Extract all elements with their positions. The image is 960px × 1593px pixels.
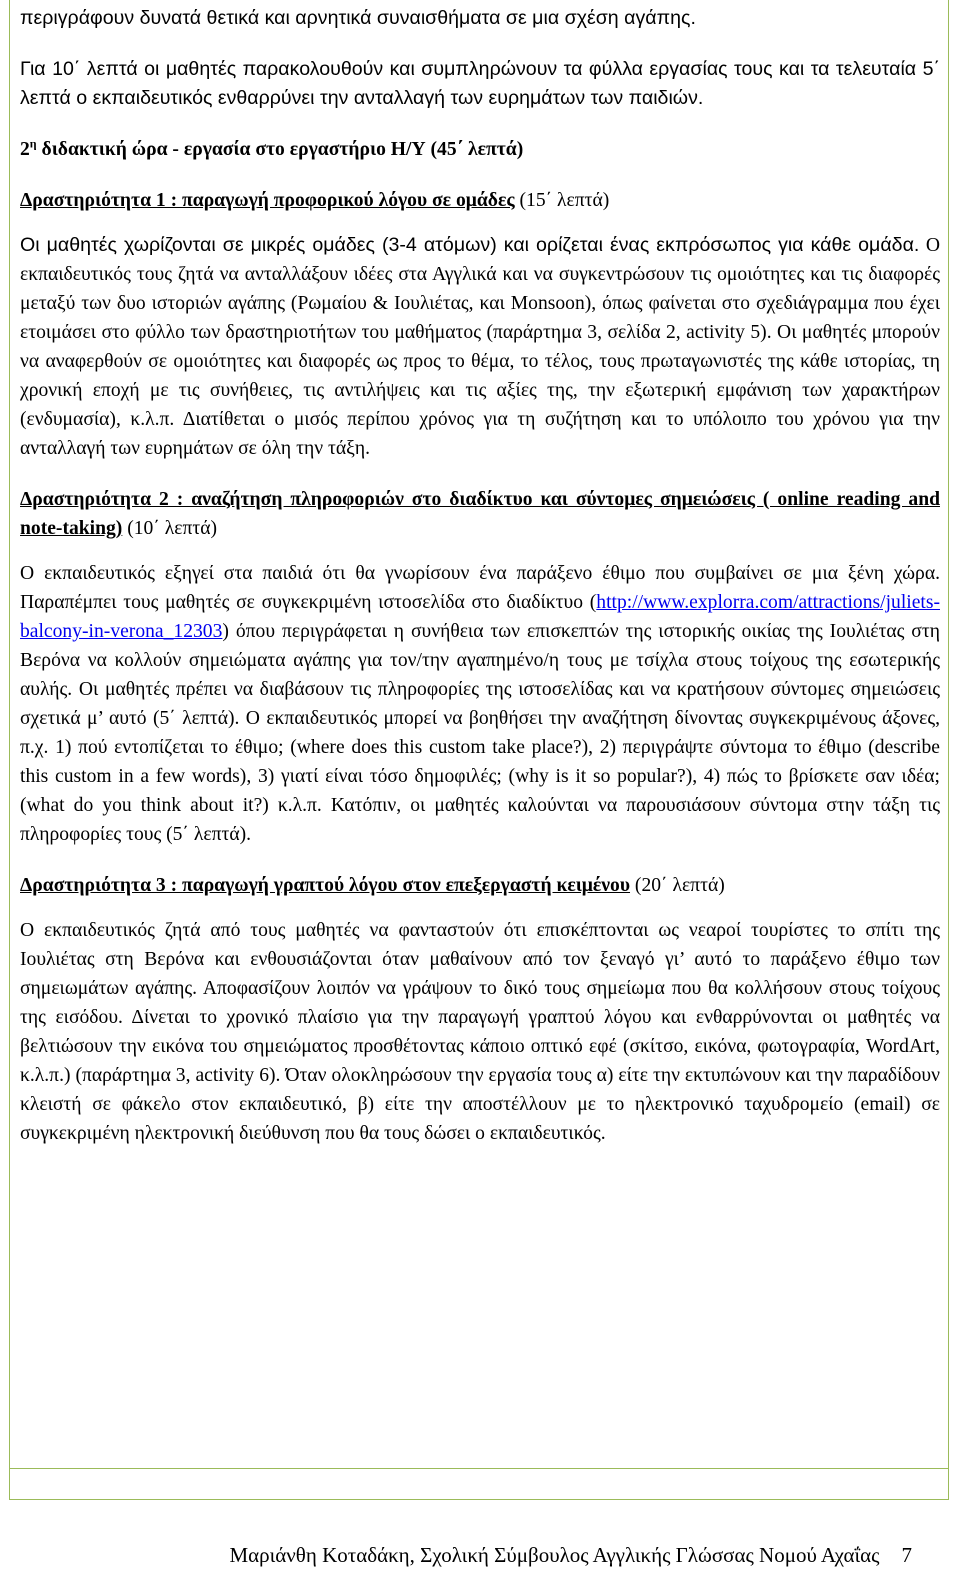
page-number: 7	[901, 1543, 912, 1567]
activity2-title: Δραστηριότητα 2 : αναζήτηση πληροφοριών στο διαδίκτυο και σύντομες σημειώσεις ( online reading and note-taking)	[20, 489, 940, 539]
document-body	[20, 4, 940, 1148]
activity2-body-pre: Ο εκπαιδευτικός εξηγεί στα παιδιά ότι θα γνωρίσουν ένα παράξενο έθιμο που συμβαίνει σε μια ξένη χώρα. Παραπέμπει τους μαθητές σε συγκεκριμένη ιστοσελίδα στο διαδίκτυο (	[20, 563, 940, 613]
activity2-heading	[20, 485, 940, 543]
explorra-link[interactable]: http://www.explorra.com/attractions/juliets-balcony-in-verona_12303	[20, 592, 940, 642]
activity1-title: Δραστηριότητα 1 : παραγωγή προφορικού λόγου σε ομάδες	[20, 190, 515, 211]
lesson-number: 2	[20, 139, 30, 160]
activity1-duration: (15΄ λεπτά)	[514, 190, 610, 211]
ordinal-superscript: η	[29, 136, 37, 151]
activity3-heading	[20, 871, 940, 900]
footer-author: Μαριάνθη Κοταδάκη, Σχολική Σύμβουλος Αγγλικής Γλώσσας Νομού Αχαΐας	[229, 1543, 880, 1567]
activity1-body-rest: Ο εκπαιδευτικός τους ζητά να ανταλλάξουν ιδέες στα Αγγλικά και να συγκεντρώσουν τις ομοιότητες και τις διαφορές μεταξύ των δυο ιστοριών αγάπης (Ρωμαίου & Ιουλιέτας, και Monsoon), όπως φαίνεται στο σχεδιάγραμμα που έχει ετοιμάσει στο φύλλο των δραστηριοτήτων του μαθήματος (παράρτημα 3, σελίδα 2, activity 5). Οι μαθητές μπορούν να αναφερθούν σε ομοιότητες και διαφορές ως προς το θέμα, το τέλος, τους πρωταγωνιστές της κάθε ιστορίας, τη χρονική εποχή με τις συνήθειες, τις αντιλήψεις και τις αξίες της, την εξωτερική εμφάνιση των χαρακτήρων (ενδυμασία), κ.λ.π. Διατίθεται ο μισός περίπου χρόνος για τη συζήτηση και το υπόλοιπο του χρόνου για την ανταλλαγή των ευρημάτων σε όλη την τάξη.	[20, 235, 940, 459]
activity3-title: Δραστηριότητα 3 : παραγωγή γραπτού λόγου στον επεξεργαστή κειμένου	[20, 875, 631, 896]
lesson-title: διδακτική ώρα - εργασία στο εργαστήριο Η/Υ (45΄ λεπτά)	[41, 139, 524, 160]
lesson2-heading	[20, 135, 940, 164]
activity1-body-lead: Οι μαθητές χωρίζονται σε μικρές ομάδες (3-4 ατόμων) και ορίζεται ένας εκπρόσωπος για κάθε ομάδα.	[20, 234, 920, 256]
activity1-body	[20, 231, 940, 463]
activity3-body: Ο εκπαιδευτικός ζητά από τους μαθητές να φανταστούν ότι επισκέπτονται ως νεαροί τουρίστες το σπίτι της Ιουλιέτας στη Βερόνα και ενθουσιάζονται όταν μαθαίνουν από τον ξεναγό γι’ αυτό το παράξενο έθιμο των σημειωμάτων αγάπης. Αποφασίζουν λοιπόν να γράψουν το δικό τους σημείωμα που θα κολλήσουν στους τοίχους της εισόδου. Δίνεται το χρονικό πλαίσιο για την παραγωγή γραπτού λόγου και ενθαρρύνονται οι μαθητές να βελτιώσουν την εικόνα του σημειώματος προσθέτοντας κάποιο οπτικό εφέ (σκίτσο, εικόνα, φωτογραφία, WordArt, κ.λ.π.) (παράρτημα 3, activity 6). Όταν ολοκληρώσουν την εργασία τους α) είτε την εκτυπώνουν και την παραδίδουν κλειστή σε φάκελο στον εκπαιδευτικό, β) είτε την αποστέλλουν με το ηλεκτρονικό ταχυδρομείο (email) σε συγκεκριμένη ηλεκτρονική διεύθυνση που θα τους δώσει ο εκπαιδευτικός.	[20, 920, 940, 1144]
page-footer	[230, 1543, 913, 1568]
intro-continuation: περιγράφουν δυνατά θετικά και αρνητικά συναισθήματα σε μια σχέση αγάπης.	[20, 7, 696, 29]
activity2-body	[20, 559, 940, 849]
bottom-rule	[9, 1468, 949, 1469]
monitor-paragraph: Για 10΄ λεπτά οι μαθητές παρακολουθούν και συμπληρώνουν τα φύλλα εργασίας τους και τα τελευταία 5΄ λεπτά ο εκπαιδευτικός ενθαρρύνει την ανταλλαγή των ευρημάτων των παιδιών.	[20, 58, 940, 109]
activity2-body-post: ) όπου περιγράφεται η συνήθεια των επισκεπτών της ιστορικής οικίας της Ιουλιέτας στη Βερόνα να κολλούν σημειώματα αγάπης για τον/την αγαπημένο/η τους με τσίχλα στους τοίχους της εσωτερικής αυλής. Οι μαθητές πρέπει να διαβάσουν τις πληροφορίες της ιστοσελίδας και να κρατήσουν σύντομες σημειώσεις σχετικά μ’ αυτό (5΄ λεπτά). Ο εκπαιδευτικός μπορεί να βοηθήσει την αναζήτηση δίνοντας συγκεκριμένους άξονες, π.χ. 1) πού εντοπίζεται το έθιμο; (where does this custom take place?), 2) περιγράψτε σύντομα το έθιμο (describe this custom in a few words), 3) γιατί είναι τόσο δημοφιλές; (why is it so popular?), 4) πώς το βρίσκετε σαν ιδέα; (what do you think about it?) κ.λ.π. Κατόπιν, οι μαθητές καλούνται να παρουσιάσουν σύντομα στην τάξη τις πληροφορίες τους (5΄ λεπτά).	[20, 621, 940, 845]
activity2-duration: (10΄ λεπτά)	[122, 518, 218, 539]
activity1-heading	[20, 186, 940, 215]
activity3-duration: (20΄ λεπτά)	[630, 875, 725, 896]
